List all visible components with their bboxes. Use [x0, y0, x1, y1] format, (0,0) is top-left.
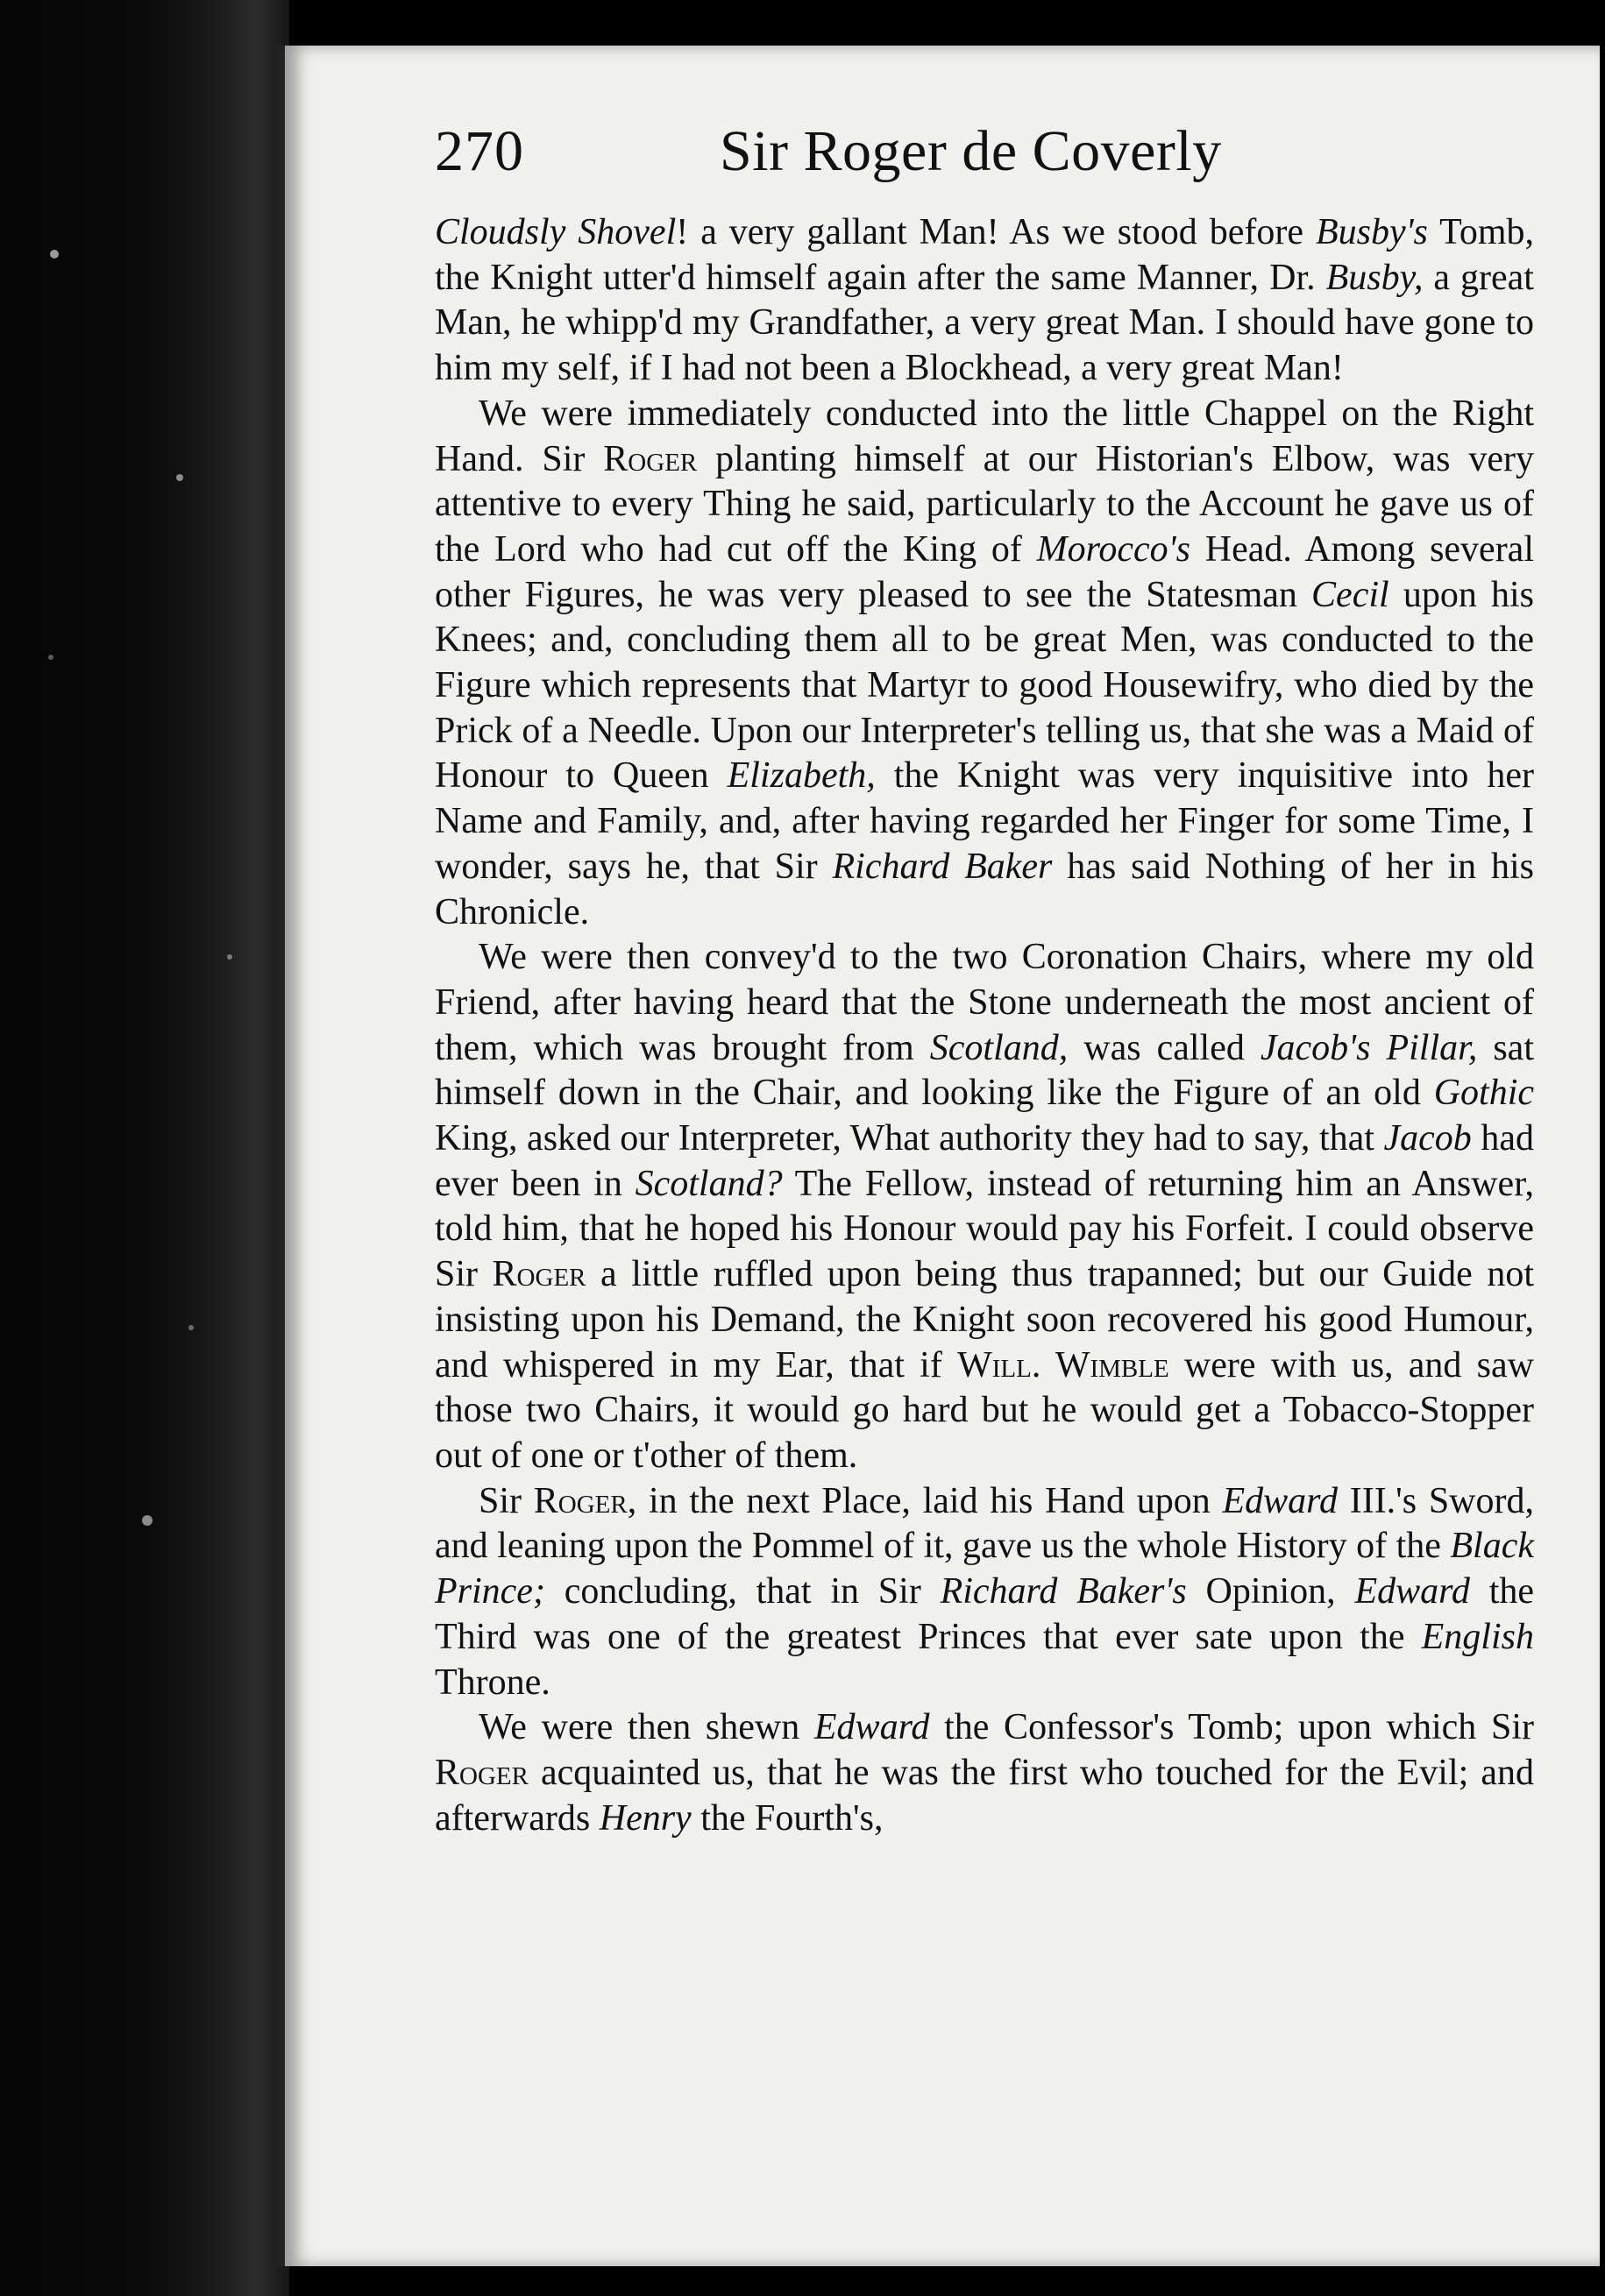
small-caps-text-run: Will. Wimble	[957, 1344, 1169, 1385]
italic-text-run: Cecil	[1311, 574, 1389, 615]
text-run: We were then shewn	[479, 1707, 814, 1748]
text-run: King, asked our Interpreter, What authority they had to say, that	[435, 1118, 1384, 1159]
page-number: 270	[435, 119, 524, 183]
text-run: upon his Knees; and, concluding them all to be great Men, was conducted to the Figure which represents that Martyr to good Housewifry, who died by the Prick of a Needle. Upon our Interpreter's telling us, that she was a Maid of Honour to Queen	[435, 574, 1534, 797]
italic-text-run: Henry	[599, 1797, 692, 1839]
italic-text-run: Morocco's	[1036, 528, 1190, 570]
text-run: has said Nothing of her in his Chronicle.	[435, 846, 1534, 932]
text-run: a little ruffled upon being thus trapanned; but our Guide not insisting upon his Demand, the Knight soon recovered his good Humour, and whispered in my Ear, that if	[435, 1254, 1534, 1385]
scan-specks	[0, 0, 289, 2296]
small-caps-text-run: Roger	[492, 1254, 586, 1295]
scan-speck	[188, 1325, 194, 1330]
text-run: sat himself down in the Chair, and looking like the Figure of an old	[435, 1027, 1534, 1114]
paragraph	[435, 935, 1534, 1478]
text-run: concluding, that in Sir	[544, 1571, 941, 1612]
scan-speck	[48, 655, 53, 660]
book-spine-gutter	[0, 0, 289, 2296]
text-run: III.'s Sword, and leaning upon the Pommel of it, gave us the whole History of the	[435, 1480, 1534, 1567]
paragraph	[435, 210, 1534, 392]
scan-speck	[176, 474, 183, 481]
text-run: ! a very gallant Man! As we stood before	[676, 212, 1316, 252]
italic-text-run: Richard Baker's	[940, 1571, 1187, 1612]
italic-text-run: Jacob's Pillar,	[1260, 1027, 1478, 1068]
italic-text-run: Edward	[1222, 1480, 1338, 1521]
text-run: Throne.	[435, 1662, 550, 1703]
paragraph	[435, 1479, 1534, 1706]
italic-text-run: Elizabeth,	[727, 755, 876, 797]
text-run: in the next Place, laid his Hand upon	[636, 1480, 1223, 1521]
small-caps-text-run: Roger	[435, 1752, 529, 1793]
text-run: the Fourth's,	[691, 1797, 884, 1839]
italic-text-run: Gothic	[1433, 1073, 1534, 1114]
text-run: had ever been in	[435, 1118, 1534, 1204]
text-run: was called	[1068, 1027, 1261, 1068]
body-text	[435, 210, 1534, 1841]
italic-text-run: Black Prince;	[435, 1526, 1534, 1612]
italic-text-run: Scotland,	[929, 1027, 1069, 1068]
italic-text-run: Richard Baker	[832, 846, 1053, 887]
text-run: Tomb, the Knight utter'd himself again after the same Manner, Dr.	[435, 212, 1534, 298]
italic-text-run: Cloudsly Shovel	[435, 212, 677, 252]
page-header	[435, 118, 1311, 197]
italic-text-run: Busby,	[1325, 257, 1424, 298]
text-run: Head. Among several other Figures, he was very pleased to see the Statesman	[435, 528, 1534, 615]
text-run: the Third was one of the greatest Princes that ever sate upon the	[435, 1571, 1535, 1657]
text-run: Sir	[479, 1480, 534, 1521]
scan-speck	[142, 1515, 153, 1526]
text-run: a great Man, he whipp'd my Grandfather, a very great Man. I should have gone to him my self, if I had not been a Blockhead, a very great Man!	[435, 257, 1534, 389]
italic-text-run: Scotland?	[635, 1163, 783, 1204]
small-caps-text-run: Roger	[603, 438, 698, 479]
scan-speck	[50, 250, 59, 259]
text-run: were with us, and saw those two Chairs, it would go hard but he would get a Tobacco-Stopper out of one or t'other of them.	[435, 1344, 1534, 1476]
text-run: We were then convey'd to the two Coronation Chairs, where my old Friend, after having heard that the Stone underneath the most ancient of them, which was brought from	[435, 937, 1534, 1068]
italic-text-run: English	[1421, 1616, 1534, 1657]
text-run: planting himself at our Historian's Elbow, was very attentive to every Thing he said, particularly to the Account he gave us of the Lord who had cut off the King of	[435, 438, 1534, 570]
scan-speck	[227, 954, 232, 960]
paragraph	[435, 392, 1534, 935]
paragraph	[435, 1705, 1534, 1841]
running-title: Sir Roger de Coverly	[720, 119, 1222, 183]
text-run: We were immediately conducted into the little Chappel on the Right Hand. Sir	[435, 393, 1534, 479]
italic-text-run: Edward	[1354, 1571, 1470, 1612]
text-run: the Confessor's Tomb; upon which Sir	[929, 1707, 1534, 1748]
small-caps-text-run: Roger,	[533, 1480, 637, 1521]
text-run: the Knight was very inquisitive into her Name and Family, and, after having regarded her Finger for some Time, I wonder, says he, that Sir	[435, 755, 1534, 887]
text-run: The Fellow, instead of returning him an Answer, told him, that he hoped his Honour would pay his Forfeit. I could observe Sir	[435, 1163, 1534, 1295]
italic-text-run: Busby's	[1315, 212, 1428, 252]
italic-text-run: Jacob	[1383, 1118, 1472, 1159]
italic-text-run: Edward	[813, 1707, 930, 1748]
text-run: Opinion,	[1186, 1571, 1355, 1612]
text-run: acquainted us, that he was the first who touched for the Evil; and afterwards	[435, 1752, 1534, 1839]
